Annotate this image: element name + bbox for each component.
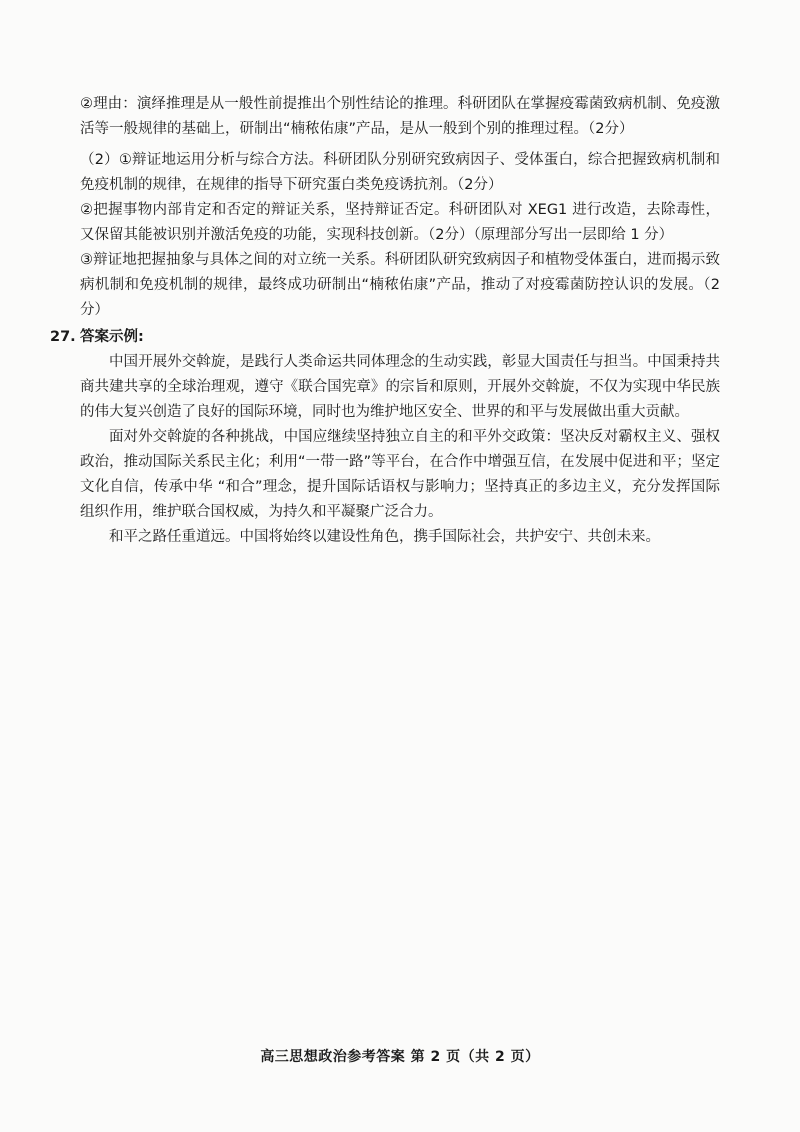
answer-example-label: 答案示例: <box>80 329 144 345</box>
page-footer: 高三思想政治参考答案 第 2 页（共 2 页） <box>260 1049 540 1065</box>
answer-paragraph-3: 和平之路任重道远。中国将始终以建设性角色，携手国际社会，共护安宁、共创未来。 <box>109 529 660 545</box>
question-27-header <box>50 325 720 350</box>
answer-content <box>50 92 720 550</box>
question-27-answer <box>80 350 720 550</box>
answer-paragraph-2: 面对外交斡旋的各种挑战，中国应继续坚持独立自主的和平外交政策：坚决反对霸权主义、强权政治，推动国际关系民主化；利用“一带一路”等平台，在合作中增强互信，在发展中促进和平；坚定文化自信，传承中华 “和合”理念，提升国际话语权与影响力；坚持真正的多边主义，充分发挥国际组织作用，维护联合国权威，为持久和平凝聚广泛合力。 <box>80 429 720 520</box>
question-number: 27. <box>50 329 76 345</box>
answer-paragraph-1: 中国开展外交斡旋，是践行人类命运共同体理念的生动实践，彰显大国责任与担当。中国秉持共商共建共享的全球治理观，遵守《联合国宪章》的宗旨和原则，开展外交斡旋，不仅为实现中华民族的伟大复兴创造了良好的国际环境，同时也为维护地区安全、世界的和平与发展做出重大贡献。 <box>80 354 720 420</box>
q2-point-1: （2）①辩证地运用分析与综合方法。科研团队分别研究致病因子、受体蛋白，综合把握致病机制和免疫机制的规律，在规律的指导下研究蛋白类免疫诱抗剂。（2分） <box>80 152 720 193</box>
q2-point-3: ③辩证地把握抽象与具体之间的对立统一关系。科研团队研究致病因子和植物受体蛋白，进而揭示致病机制和免疫机制的规律，最终成功研制出“楠秾佑康”产品，推动了对疫霉菌防控认识的发展。（2分） <box>80 252 720 318</box>
reason-paragraph: ②理由：演绎推理是从一般性前提推出个别性结论的推理。科研团队在掌握疫霉菌致病机制、免疫激活等一般规律的基础上，研制出“楠秾佑康”产品，是从一般到个别的推理过程。（2分） <box>80 96 720 137</box>
q2-point-2: ②把握事物内部肯定和否定的辩证关系，坚持辩证否定。科研团队对 XEG1 进行改造，去除毒性，又保留其能被识别并激活免疫的功能，实现科技创新。（2分）（原理部分写出一层即给 1 分） <box>80 202 720 243</box>
